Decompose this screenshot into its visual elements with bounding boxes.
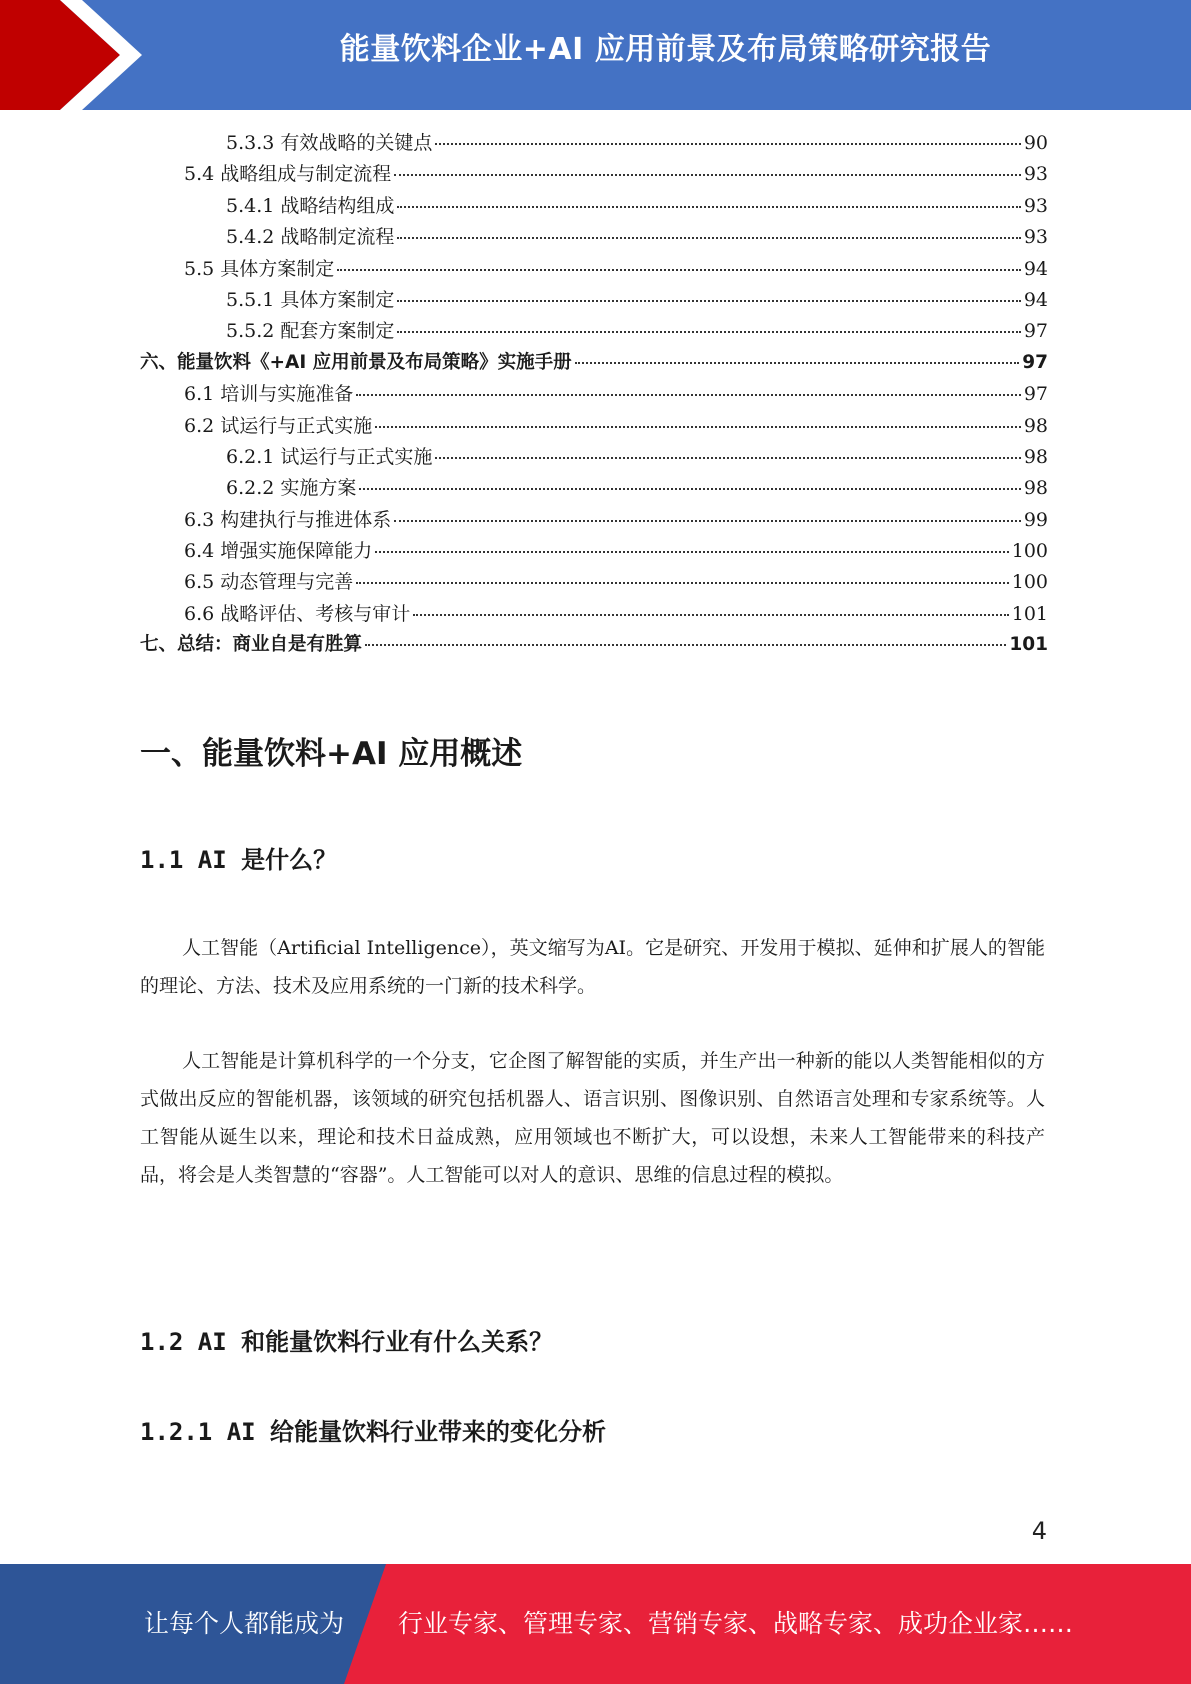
toc-dot-leader <box>435 457 1020 459</box>
toc-entry-label: 6.5 动态管理与完善 <box>184 571 354 594</box>
toc-entry[interactable] <box>140 254 1048 285</box>
toc-entry-label: 六、能量饮料《+AI 应用前景及布局策略》实施手册 <box>140 351 572 373</box>
toc-entry-label: 5.4 战略组成与制定流程 <box>184 163 392 186</box>
toc-entry-label: 七、总结：商业自是有胜算 <box>140 634 363 656</box>
toc-entry[interactable] <box>140 536 1048 567</box>
toc-entry-page: 98 <box>1023 477 1048 500</box>
toc-entry[interactable] <box>140 473 1048 504</box>
header-banner <box>0 0 1191 110</box>
toc-entry[interactable] <box>140 128 1048 159</box>
toc-entry-page: 101 <box>1009 634 1048 656</box>
toc-entry[interactable] <box>140 567 1048 598</box>
toc-entry-page: 100 <box>1011 540 1048 563</box>
toc-dot-leader <box>394 174 1021 176</box>
toc-entry-page: 101 <box>1011 602 1048 625</box>
toc-entry[interactable] <box>140 285 1048 316</box>
toc-dot-leader <box>359 488 1020 490</box>
toc-entry-page: 93 <box>1023 194 1048 217</box>
footer-slogan-right: 行业专家、管理专家、营销专家、战略专家、成功企业家…… <box>398 1609 1074 1638</box>
toc-entry-page: 99 <box>1023 508 1048 531</box>
toc-entry-label: 6.2.1 试运行与正式实施 <box>226 445 433 468</box>
footer-banner <box>0 1564 1191 1684</box>
section-heading: 一、能量饮料+AI 应用概述 <box>140 736 523 772</box>
report-title: 能量饮料企业+AI 应用前景及布局策略研究报告 <box>339 32 992 67</box>
toc-dot-leader <box>575 362 1020 364</box>
toc-entry[interactable] <box>140 630 1048 661</box>
toc-entry-label: 6.2 试运行与正式实施 <box>184 414 373 437</box>
toc-dot-leader <box>356 394 1021 396</box>
toc-entry-label: 5.3.3 有效战略的关键点 <box>226 132 433 154</box>
toc-entry-page: 100 <box>1011 571 1048 594</box>
toc-entry[interactable] <box>140 191 1048 222</box>
toc-entry-page: 94 <box>1023 288 1048 311</box>
body-paragraph: 人工智能是计算机科学的一个分支，它企图了解智能的实质，并生产出一种新的能以人类智能相似的方式做出反应的智能机器，该领域的研究包括机器人、语言识别、图像识别、自然语言处理和专家系统等。人工智能从诞生以来，理论和技术日益成熟，应用领域也不断扩大，可以设想，未来人工智能带来的科技产品，将会是人类智慧的“容器”。人工智能可以对人的意识、思维的信息过程的模拟。 <box>140 1050 1045 1186</box>
toc-entry-page: 98 <box>1023 414 1048 437</box>
toc-entry-page: 97 <box>1023 320 1048 343</box>
subsection-heading: 1.1 AI 是什么？ <box>140 846 338 874</box>
toc-entry-label: 5.4.2 战略制定流程 <box>226 226 395 249</box>
toc-entry-label: 6.4 增强实施保障能力 <box>184 540 373 563</box>
toc-dot-leader <box>337 269 1021 271</box>
toc-dot-leader <box>413 614 1008 616</box>
footer-slogan-left: 让每个人都能成为 <box>144 1609 345 1638</box>
toc-entry[interactable] <box>140 159 1048 190</box>
toc-dot-leader <box>435 143 1020 145</box>
toc-entry-label: 5.5.2 配套方案制定 <box>226 320 395 343</box>
toc-dot-leader <box>397 206 1020 208</box>
toc-entry[interactable] <box>140 505 1048 536</box>
toc-entry-label: 5.5 具体方案制定 <box>184 257 335 280</box>
toc-entry-label: 6.1 培训与实施准备 <box>184 383 354 406</box>
toc-entry-page: 90 <box>1023 132 1048 154</box>
toc-dot-leader <box>375 551 1008 553</box>
page-number: 4 <box>1031 1517 1047 1545</box>
toc-entry-page: 93 <box>1023 163 1048 186</box>
toc-dot-leader <box>394 520 1021 522</box>
toc-dot-leader <box>397 300 1020 302</box>
subsubsection-heading: 1.2.1 AI 给能量饮料行业带来的变化分析 <box>140 1418 607 1446</box>
toc-entry[interactable] <box>140 222 1048 253</box>
toc-entry-page: 97 <box>1022 351 1048 373</box>
toc-entry[interactable] <box>140 599 1048 630</box>
toc-entry-page: 94 <box>1023 257 1048 280</box>
toc-dot-leader <box>356 582 1008 584</box>
toc-entry-label: 5.5.1 具体方案制定 <box>226 288 395 311</box>
toc-entry-label: 5.4.1 战略结构组成 <box>226 194 395 217</box>
toc-entry-page: 93 <box>1023 226 1048 249</box>
body-paragraph: 人工智能（Artificial Intelligence），英文缩写为AI。它是研究、开发用于模拟、延伸和扩展人的智能的理论、方法、技术及应用系统的一门新的技术科学。 <box>140 937 1045 997</box>
toc-dot-leader <box>365 644 1006 646</box>
toc-entry-page: 97 <box>1023 383 1048 406</box>
toc-dot-leader <box>397 237 1020 239</box>
toc-entry[interactable] <box>140 379 1048 410</box>
table-of-contents <box>140 128 1048 662</box>
toc-entry[interactable] <box>140 348 1048 379</box>
toc-entry-label: 6.3 构建执行与推进体系 <box>184 508 392 531</box>
toc-entry[interactable] <box>140 411 1048 442</box>
toc-dot-leader <box>375 426 1021 428</box>
subsection-heading: 1.2 AI 和能量饮料行业有什么关系？ <box>140 1328 554 1356</box>
toc-entry-label: 6.6 战略评估、考核与审计 <box>184 602 411 625</box>
toc-entry-label: 6.2.2 实施方案 <box>226 477 357 500</box>
toc-entry[interactable] <box>140 316 1048 347</box>
toc-entry[interactable] <box>140 442 1048 473</box>
toc-dot-leader <box>397 331 1020 333</box>
toc-entry-page: 98 <box>1023 445 1048 468</box>
header-arrow-decoration <box>0 0 160 110</box>
